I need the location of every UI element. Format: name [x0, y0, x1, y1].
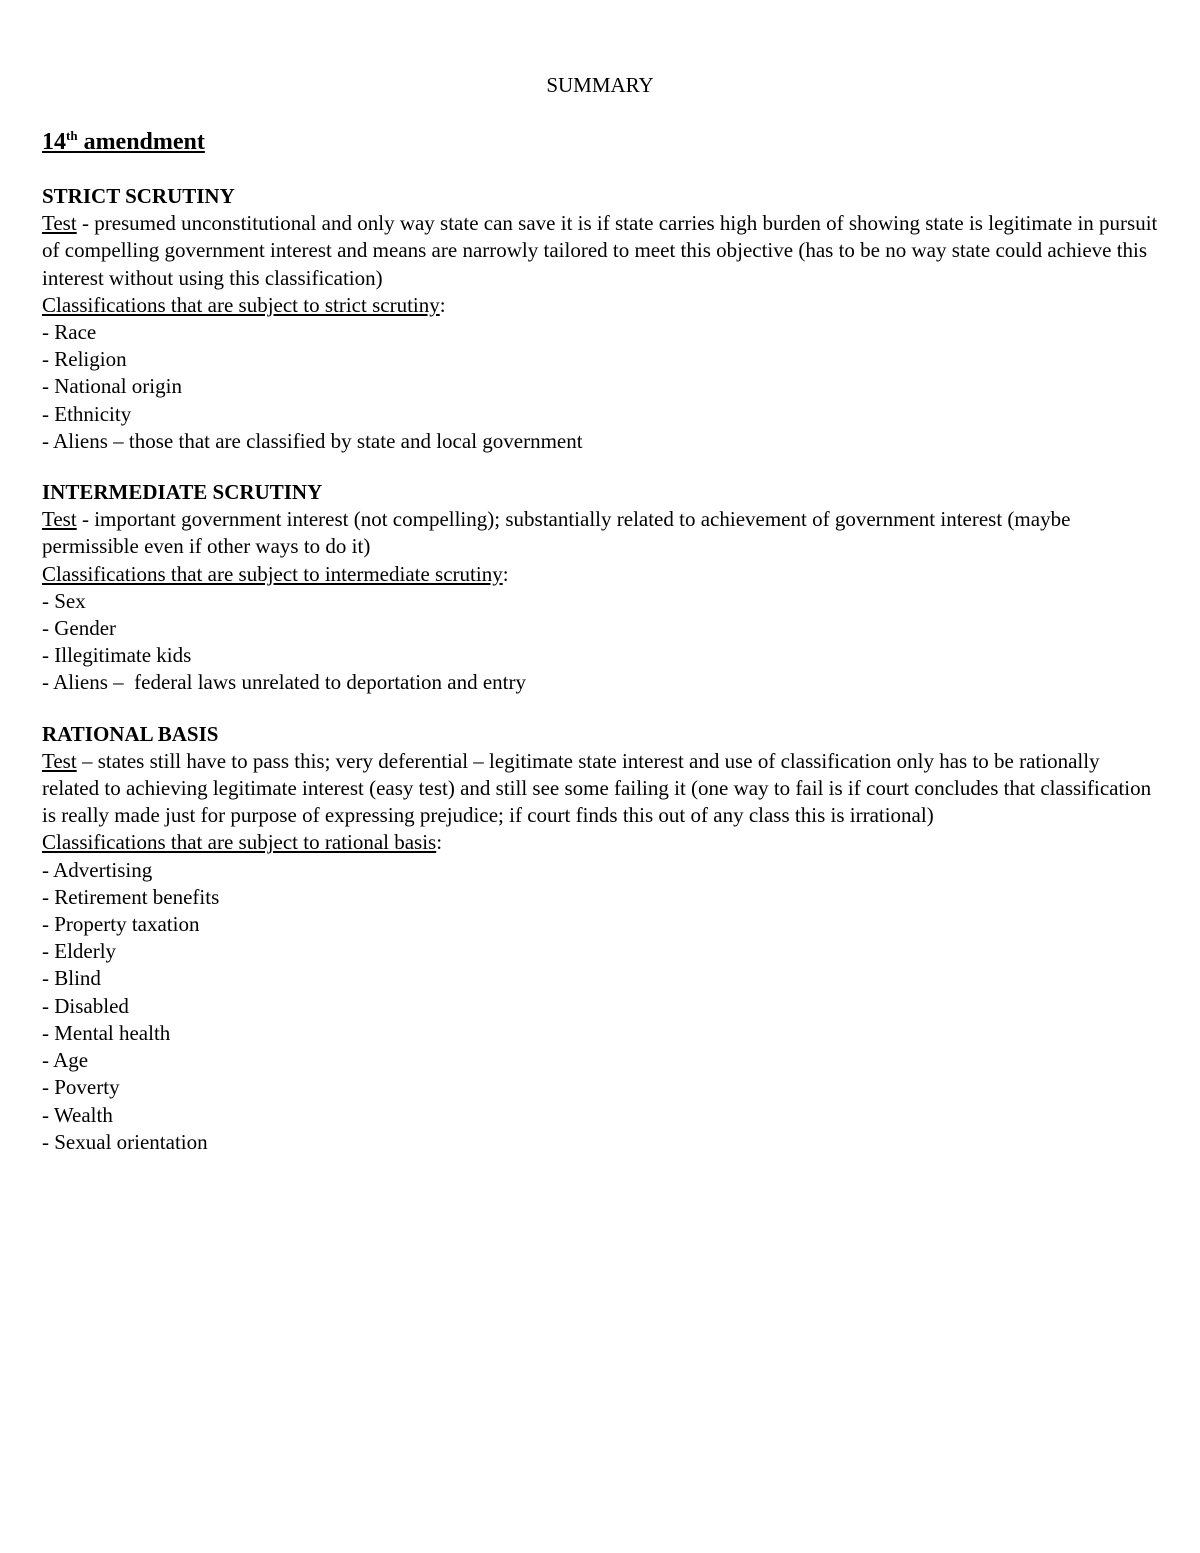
list-item: - Religion	[42, 347, 127, 372]
classifications-colon: :	[502, 561, 509, 586]
classifications-label: Classifications that are subject to rational basis	[42, 830, 437, 855]
list-item: - National origin	[42, 374, 182, 399]
classification-list	[42, 319, 1158, 455]
classifications-label: Classifications that are subject to strict scrutiny	[42, 292, 440, 317]
document-title: SUMMARY	[546, 73, 654, 97]
section-heading: RATIONAL BASIS	[42, 721, 219, 746]
classifications-line	[42, 829, 1158, 856]
test-paragraph	[42, 506, 1158, 560]
test-label: Test	[42, 211, 77, 236]
test-paragraph	[42, 210, 1158, 292]
section-heading: STRICT SCRUTINY	[42, 184, 235, 208]
classifications-colon: :	[439, 292, 446, 317]
test-text: – states still have to pass this; very deferential – legitimate state interest and use of classification only has to be rationally related to achieving legitimate interest (easy test) and still see some failing it (one way to fail is if court concludes that classification is really made just for purpose of expressing prejudice; if court finds this out of any class this is irrational)	[42, 748, 1152, 828]
list-item: - Disabled	[42, 993, 129, 1018]
section-rational-basis	[42, 721, 1158, 1156]
list-item: - Illegitimate kids	[42, 643, 192, 668]
test-label: Test	[42, 748, 77, 773]
test-text: - important government interest (not compelling); substantially related to achievement of government interest (maybe permissible even if other ways to do it)	[42, 507, 1071, 559]
classification-list	[42, 588, 1158, 697]
test-paragraph	[42, 748, 1158, 830]
classifications-colon: :	[436, 830, 443, 855]
main-heading-text: amendment	[77, 129, 205, 155]
list-item: - Age	[42, 1048, 89, 1073]
list-item: - Retirement benefits	[42, 884, 220, 909]
section-heading: INTERMEDIATE SCRUTINY	[42, 480, 323, 505]
list-item: - Sexual orientation	[42, 1129, 208, 1154]
list-item: - Sex	[42, 588, 86, 613]
classification-list	[42, 857, 1158, 1156]
classifications-line	[42, 561, 1158, 588]
list-item: - Advertising	[42, 857, 153, 882]
list-item: - Ethnicity	[42, 401, 132, 426]
list-item: - Wealth	[42, 1102, 113, 1127]
list-item: - Property taxation	[42, 912, 200, 937]
list-item: - Aliens – those that are classified by state and local government	[42, 428, 583, 453]
list-item: - Poverty	[42, 1075, 120, 1100]
list-item: - Aliens – federal laws unrelated to deportation and entry	[42, 670, 527, 695]
list-item: - Gender	[42, 616, 117, 641]
classifications-line	[42, 292, 1158, 319]
list-item: - Blind	[42, 966, 101, 991]
classifications-label: Classifications that are subject to intermediate scrutiny	[42, 561, 503, 586]
list-item: - Mental health	[42, 1020, 171, 1045]
main-heading-superscript: th	[66, 128, 78, 143]
test-label: Test	[42, 507, 77, 532]
list-item: - Elderly	[42, 939, 117, 964]
section-strict-scrutiny	[42, 183, 1158, 455]
main-heading-number: 14	[42, 129, 66, 155]
section-intermediate-scrutiny	[42, 479, 1158, 697]
list-item: - Race	[42, 320, 97, 345]
test-text: - presumed unconstitutional and only way state can save it is if state carries high burden of showing state is legitimate in pursuit of compelling government interest and means are narrowly tailored to meet this objective (has to be no way state could achieve this interest without using this classification)	[42, 211, 1158, 290]
main-heading	[42, 125, 1158, 159]
